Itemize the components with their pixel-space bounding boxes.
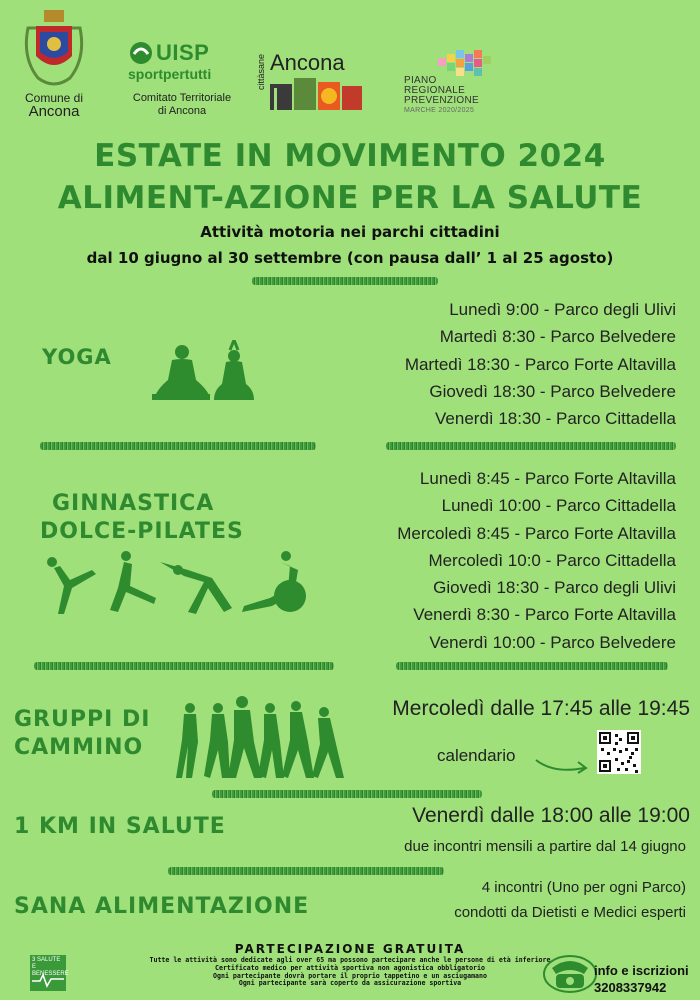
phone-number[interactable]: 3208337942 bbox=[594, 980, 667, 995]
grass-divider bbox=[212, 790, 482, 798]
ginnastica-label bbox=[40, 490, 244, 546]
schedule-row: Venerdì 8:30 - Parco Forte Altavilla bbox=[413, 605, 676, 625]
alimentazione-line1: 4 incontri (Uno per ogni Parco) bbox=[481, 879, 686, 896]
cittasane-logo bbox=[256, 48, 366, 118]
schedule-row: Lunedì 8:45 - Parco Forte Altavilla bbox=[419, 469, 676, 488]
cammino-label-line2: CAMMINO bbox=[14, 735, 144, 760]
cammino-label-line1: GRUPPI DI bbox=[14, 707, 151, 732]
subtitle-line2: dal 10 giugno al 30 settembre (con pausa dall’ 1 al 25 agosto) bbox=[86, 249, 614, 267]
ginnastica-label-line2: DOLCE-PILATES bbox=[40, 519, 244, 544]
schedule-row: Lunedì 10:00 - Parco Cittadella bbox=[441, 496, 676, 516]
comune-line2: Ancona bbox=[28, 103, 80, 120]
ginnastica-schedule bbox=[397, 465, 676, 656]
km-note: due incontri mensili a partire dal 14 giugno bbox=[404, 838, 686, 855]
schedule-row: Venerdì 18:30 - Parco Cittadella bbox=[435, 409, 676, 429]
comune-line1: Comune di bbox=[24, 91, 84, 105]
piano-text bbox=[404, 76, 479, 116]
yoga-schedule bbox=[405, 296, 676, 432]
cammino-label bbox=[14, 706, 150, 762]
info-label: info e iscrizioni bbox=[594, 963, 689, 978]
cittasane-vertical-text: cittàsane bbox=[256, 54, 266, 91]
ginnastica-label-line1: GINNASTICA bbox=[52, 491, 215, 516]
footer-note: Tutte le attività sono dedicate agli over 65 ma possono partecipare anche le persone di età inferiore bbox=[149, 956, 551, 964]
uisp-logo bbox=[128, 40, 238, 90]
main-title-line1: ESTATE IN MOVIMENTO 2024 bbox=[94, 138, 606, 174]
footer-note: Ogni partecipante dovrà portare il proprio tappetino e un asciugamano bbox=[213, 971, 487, 980]
alimentazione-label: SANA ALIMENTAZIONE bbox=[14, 894, 310, 919]
alimentazione-line2: condotti da Dietisti e Medici esperti bbox=[454, 904, 686, 921]
grass-divider bbox=[40, 442, 316, 450]
grass-divider bbox=[34, 662, 334, 670]
walkers-silhouette-icon bbox=[176, 696, 348, 782]
uisp-tagline: sportpertutti bbox=[128, 66, 212, 82]
km-time: Venerdì dalle 18:00 alle 19:00 bbox=[412, 804, 690, 827]
grass-divider bbox=[396, 662, 668, 670]
schedule-row: Giovedì 18:30 - Parco Belvedere bbox=[429, 381, 676, 401]
info-box bbox=[594, 962, 689, 996]
grass-divider bbox=[252, 277, 438, 285]
qr-code-icon[interactable] bbox=[597, 730, 641, 774]
uisp-logo-icon bbox=[128, 40, 154, 66]
schedule-row: Martedì 18:30 - Parco Forte Altavilla bbox=[404, 354, 676, 374]
comune-crest-icon bbox=[18, 8, 90, 90]
piano-line1: PIANO bbox=[404, 75, 437, 86]
grass-divider bbox=[386, 442, 676, 450]
schedule-row: Martedì 8:30 - Parco Belvedere bbox=[439, 327, 676, 347]
uisp-comitato bbox=[126, 92, 238, 118]
schedule-row: Giovedì 18:30 - Parco degli Ulivi bbox=[433, 578, 676, 598]
cittasane-logo-icon bbox=[270, 78, 362, 110]
yoga-label: YOGA bbox=[42, 345, 112, 369]
grass-divider bbox=[168, 867, 444, 875]
sdg3-icon bbox=[30, 955, 69, 991]
uisp-name: UISP bbox=[156, 40, 210, 65]
schedule-row: Mercoledì 10:0 - Parco Cittadella bbox=[428, 550, 676, 570]
piano-line2: REGIONALE bbox=[404, 85, 466, 96]
footer-note: Ogni partecipante sarà coperto da assicurazione sportiva bbox=[238, 979, 462, 988]
cammino-time: Mercoledì dalle 17:45 alle 19:45 bbox=[392, 697, 690, 720]
main-title-line2: ALIMENT-AZIONE PER LA SALUTE bbox=[57, 180, 643, 216]
yoga-silhouette-icon bbox=[150, 340, 260, 408]
piano-regionale-logo bbox=[400, 50, 500, 120]
footer-title: PARTECIPAZIONE GRATUITA bbox=[234, 942, 466, 956]
schedule-row: Venerdì 10:00 - Parco Belvedere bbox=[429, 632, 676, 652]
sdg3-label: 3 SALUTE E BENESSERE bbox=[32, 957, 69, 977]
comune-label bbox=[6, 92, 102, 118]
subtitle-line1: Attività motoria nei parchi cittadini bbox=[200, 223, 500, 241]
schedule-row: Lunedì 9:00 - Parco degli Ulivi bbox=[449, 300, 676, 319]
arrow-icon bbox=[534, 752, 590, 776]
heartbeat-icon bbox=[30, 971, 66, 989]
footer-note: Certificato medico per attività sportiva non agonistica obbligatorio bbox=[215, 963, 485, 972]
uisp-comitato-line1: Comitato Territoriale bbox=[132, 92, 232, 104]
km-label: 1 KM IN SALUTE bbox=[14, 814, 226, 839]
piano-line3: PREVENZIONE bbox=[404, 95, 479, 106]
uisp-comitato-line2: di Ancona bbox=[157, 105, 207, 117]
pilates-silhouette-icon bbox=[38, 548, 310, 616]
calendar-label: calendario bbox=[437, 746, 516, 765]
schedule-row: Mercoledì 8:45 - Parco Forte Altavilla bbox=[397, 523, 676, 543]
cittasane-city: Ancona bbox=[270, 50, 345, 75]
piano-line4: MARCHE 2020/2025 bbox=[404, 107, 475, 114]
telephone-icon bbox=[542, 950, 598, 994]
